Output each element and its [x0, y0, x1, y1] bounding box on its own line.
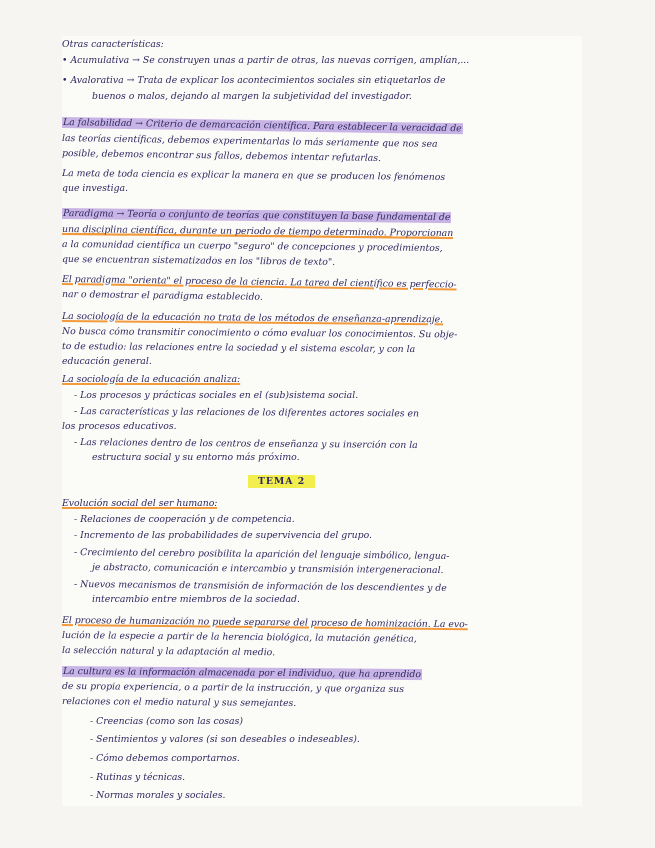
cultura-heading: La cultura es la información almacenada por el individuo, que ha aprendido — [62, 666, 422, 681]
note-line-evolucion-3: - Crecimiento del cerebro posibilita la aparición del lenguaje simbólico, lengua- — [73, 547, 450, 562]
note-line-cultura — [62, 666, 422, 681]
note-line-falsabilidad-3: posible, debemos encontrar sus fallos, debemos intentar refutarlas. — [62, 148, 382, 165]
note-line-sociologia-4: educación general. — [62, 356, 152, 367]
note-line-analiza-3: - Las relaciones dentro de los centros de enseñanza y su inserción con la — [73, 437, 418, 451]
note-line-cultura-item-3: - Cómo debemos comportarnos. — [90, 753, 240, 764]
note-line-analiza-1: - Los procesos y prácticas sociales en el (sub)sistema social. — [74, 390, 359, 401]
note-line-orienta-cont: nar o demostrar el paradigma establecido. — [62, 289, 263, 303]
note-line-evolucion-4: - Nuevos mecanismos de transmisión de información de los descendientes y de — [73, 579, 447, 594]
note-line-sociologia-3: to de estudio: las relaciones entre la sociedad y el sistema escolar, y con la — [62, 341, 416, 356]
note-line-cultura-item-1: - Creencias (como son las cosas) — [90, 716, 243, 727]
notebook-page — [62, 36, 582, 806]
note-line-evolucion — [62, 498, 217, 510]
paradigma-heading: Paradigma → Teoría o conjunto de teorías que constituyen la base fundamental de — [62, 208, 451, 224]
note-line-analiza-2b: los procesos educativos. — [62, 421, 177, 432]
note-line-avalorativa-cont: buenos o malos, dejando al margen la subjetividad del investigador. — [92, 91, 412, 102]
note-line-evolucion-3b: je abstracto, comunicación e intercambio y transmisión intergeneracional. — [91, 562, 444, 577]
note-line-sociologia-2: No busca cómo transmitir conocimiento o cómo evaluar los conocimientos. Su obje- — [62, 326, 458, 341]
note-line-acumulativa: • Acumulativa → Se construyen unas a partir de otras, las nuevas corrigen, amplían,... — [62, 55, 470, 66]
note-line-cultura-item-5: - Normas morales y sociales. — [90, 790, 226, 801]
note-line-falsabilidad-2: las teorías científicas, debemos experimentarlas lo más seriamente que nos sea — [62, 133, 438, 150]
note-line-paradigma-3: a la comunidad científica un cuerpo "seguro" de concepciones y procedimientos, — [62, 239, 443, 254]
tema-2-highlight: TEMA 2 — [248, 475, 315, 488]
note-line-humanizacion-3: la selección natural y la adaptación al medio. — [62, 645, 276, 659]
note-line-cultura-3: relaciones con el medio natural y sus semejantes. — [62, 696, 297, 710]
sociologia-underline: La sociología de la educación no trata de los métodos de enseñanza-aprendizaje. — [62, 311, 444, 326]
note-line-analiza-2: - Las características y las relaciones de los diferentes actores sociales en — [73, 406, 420, 420]
note-line-analiza — [62, 374, 240, 386]
humanizacion-underline: El proceso de humanización no puede separarse del proceso de hominización. La evo- — [62, 615, 468, 631]
note-line-evolucion-4b: intercambio entre miembros de la sociedad. — [92, 594, 300, 605]
note-line-meta: La meta de toda ciencia es explicar la manera en que se producen los fenómenos — [62, 168, 446, 184]
note-line-falsabilidad — [62, 117, 463, 135]
falsabilidad-heading: La falsabilidad → Criterio de demarcación científica. Para establecer la veracidad de — [62, 117, 462, 135]
evolucion-heading: Evolución social del ser humano: — [62, 498, 218, 509]
note-line-evolucion-2: - Incremento de las probabilidades de supervivencia del grupo. — [74, 530, 372, 541]
note-line-cultura-item-4: - Rutinas y técnicas. — [90, 772, 186, 783]
note-line-evolucion-1: - Relaciones de cooperación y de competencia. — [74, 514, 295, 525]
analiza-underline: La sociología de la educación analiza: — [62, 374, 241, 385]
note-line-paradigma-4: que se encuentran sistematizados en los "libros de texto". — [62, 254, 336, 268]
tema-2-title — [248, 476, 315, 488]
note-line-cultura-2: de su propia experiencia, o a partir de la instrucción, y que organiza sus — [62, 681, 405, 695]
note-line-cultura-item-2: - Sentimientos y valores (si son deseables o indeseables). — [90, 734, 360, 745]
paradigma-underline: una disciplina científica, durante un periodo de tiempo determinado. Proporcionan — [62, 224, 454, 240]
note-line-humanizacion-2: lución de la especie a partir de la herencia biológica, la mutación genética, — [62, 630, 417, 645]
orienta-underline: El paradigma "orienta" el proceso de la ciencia. La tarea del científico es perfeccio- — [62, 274, 457, 291]
note-line-sociologia — [62, 311, 443, 326]
note-line-avalorativa: • Avalorativa → Trata de explicar los acontecimientos sociales sin etiquetarlos de — [62, 75, 446, 86]
note-line-otras: Otras características: — [62, 39, 164, 50]
note-line-analiza-3b: estructura social y su entorno más próximo. — [92, 452, 300, 463]
note-line-meta-cont: que investiga. — [62, 183, 129, 194]
note-line-humanizacion — [62, 615, 468, 631]
note-line-paradigma-2 — [62, 224, 453, 240]
note-line-paradigma — [62, 208, 451, 224]
